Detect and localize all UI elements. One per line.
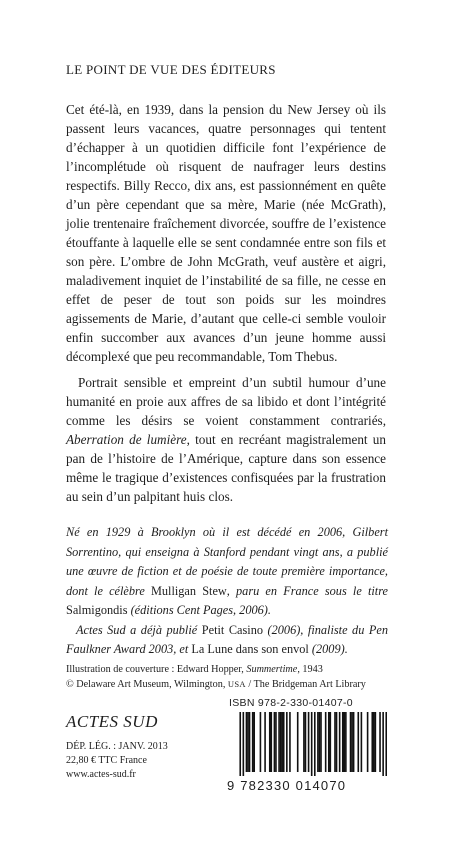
work-title: La Lune dans son envol: [191, 642, 309, 656]
painting-title: Summertime: [246, 664, 298, 675]
barcode-bar: [264, 712, 266, 772]
credit-text: , 1943: [297, 664, 323, 675]
bio-text: Né en 1929 à Brooklyn où il est décédé en 2006, Gilbert Sorrentino, qui enseigna à Stanford pendant vingt ans, a publié une œuvre de fiction et de poésie de toute première importance, dont le célèbre: [66, 525, 388, 598]
barcode-bar: [379, 712, 381, 772]
barcode-bar: [303, 712, 305, 772]
work-title: Salmigondis: [66, 603, 128, 617]
work-title: Petit Casino: [201, 622, 263, 637]
publisher-logo: ACTES SUD: [66, 712, 158, 731]
website-link[interactable]: www.actes-sud.fr: [66, 769, 136, 780]
barcode-bar: [351, 712, 353, 772]
barcode-bar: [286, 712, 288, 772]
barcode-bar: [320, 712, 322, 772]
barcode-bar: [357, 712, 359, 772]
barcode-bar: [275, 712, 277, 772]
bio-paragraph-2: [66, 621, 388, 660]
barcode-bar: [345, 712, 347, 772]
book-title: Aberration de lumière: [66, 432, 187, 447]
barcode-bar: [353, 712, 355, 772]
synopsis-text: Portrait sensible et empreint d’un subtil humour d’une humanité en proie aux affres de sa libido et dont l’intégrité comme les désirs se voient constamment contrariés,: [66, 375, 386, 428]
bio-text: (2006), finaliste du Pen Faulkner Award 2003, et: [66, 622, 388, 656]
barcode-bar: [308, 712, 310, 772]
barcode-bar: [339, 712, 341, 772]
barcode-bar: [247, 712, 249, 772]
barcode-bar: [253, 712, 255, 772]
bio-paragraph-1: [66, 523, 388, 621]
synopsis-text: , tout en recréant magistralement un pan de l’histoire de l’Amérique, capture dans son essence même le tragique d’existences confisquées par la frustration au sein d’un palpitant huis clos.: [66, 432, 386, 504]
barcode-bar: [252, 712, 254, 772]
credit-line-1: [66, 663, 416, 677]
barcode: [227, 712, 387, 776]
barcode-bar: [269, 712, 271, 772]
synopsis: [66, 100, 386, 506]
barcode-bar: [317, 712, 319, 772]
barcode-bar: [270, 712, 272, 772]
barcode-bar: [371, 712, 373, 772]
cover-credits: [66, 663, 416, 692]
barcode-bar: [246, 712, 248, 772]
barcode-bar: [239, 712, 241, 776]
barcode-bar: [375, 712, 377, 772]
barcode-bar: [319, 712, 321, 772]
barcode-bar: [336, 712, 338, 772]
barcode-bar: [289, 712, 291, 772]
legal-deposit: DÉP. LÉG. : JANV. 2013: [66, 741, 168, 752]
bio-text: , paru en France sous le titre: [226, 583, 388, 598]
barcode-bar: [330, 712, 332, 772]
barcode-bar: [361, 712, 363, 772]
synopsis-paragraph-2: [66, 373, 386, 506]
work-title: Mulligan Stew: [150, 583, 227, 598]
barcode-bar: [260, 712, 262, 772]
credit-text: © Delaware Art Museum, Wilmington,: [66, 679, 228, 690]
credit-country: USA: [227, 679, 246, 689]
author-bio: [66, 523, 388, 660]
barcode-bar: [274, 712, 276, 772]
barcode-bar: [342, 712, 344, 772]
bio-text: (éditions Cent Pages, 2006).: [127, 603, 271, 617]
barcode-bar: [373, 712, 375, 772]
bio-text: (2009).: [308, 642, 348, 656]
barcode-bar: [334, 712, 336, 772]
barcode-bar: [305, 712, 307, 772]
barcode-bar: [281, 712, 283, 772]
barcode-bar: [249, 712, 251, 772]
barcode-bar: [367, 712, 369, 772]
synopsis-paragraph-1: Cet été-là, en 1939, dans la pension du New Jersey où ils passent leurs vacances, quatre personnages qui tentent d’échapper à un quotidien difficile font l’expérience de l’incomplétude où risquent de naufrager leurs destins respectifs. Billy Recco, dix ans, est passionnément en quête d’un père cependant que sa mère, Marie (née McGrath), jolie trentenaire fraîchement divorcée, souffre de l’existence étouffante à laquelle elle se sent condamnée entre son fils et son père. L’ombre de John McGrath, veuf austère et aigri, maladivement inquiet de l’instabilité de sa fille, ne cesse en effet de peser de tout son poids sur les moindres agissements de Marie, d’autant que celle-ci semble vouloir enfin succomber aux avances d’un jeune homme aussi décomplexé que peu recommandable, Tom Thebus.: [66, 102, 386, 364]
credit-text: / The Bridgeman Art Library: [245, 679, 366, 690]
barcode-bar: [350, 712, 352, 772]
barcode-bar: [344, 712, 346, 772]
legal-info: [66, 740, 168, 782]
barcode-bar: [243, 712, 245, 776]
barcode-bar: [311, 712, 313, 776]
credit-text: Illustration de couverture : Edward Hopper,: [66, 664, 247, 675]
section-heading: LE POINT DE VUE DES ÉDITEURS: [66, 62, 276, 77]
barcode-bar: [297, 712, 299, 772]
barcode-bar: [314, 712, 316, 776]
credit-line-2: [66, 677, 416, 692]
isbn: ISBN 978-2-330-01407-0: [229, 697, 353, 709]
barcode-number: 9 782330 014070: [227, 778, 347, 793]
barcode-bar: [280, 712, 282, 772]
bio-text: Actes Sud a déjà publié: [76, 622, 202, 637]
barcode-bar: [283, 712, 285, 772]
barcode-bar: [328, 712, 330, 772]
barcode-bar: [385, 712, 387, 776]
price: 22,80 € TTC France: [66, 755, 147, 766]
barcode-bar: [382, 712, 384, 776]
barcode-bar: [278, 712, 280, 772]
barcode-bar: [325, 712, 327, 772]
